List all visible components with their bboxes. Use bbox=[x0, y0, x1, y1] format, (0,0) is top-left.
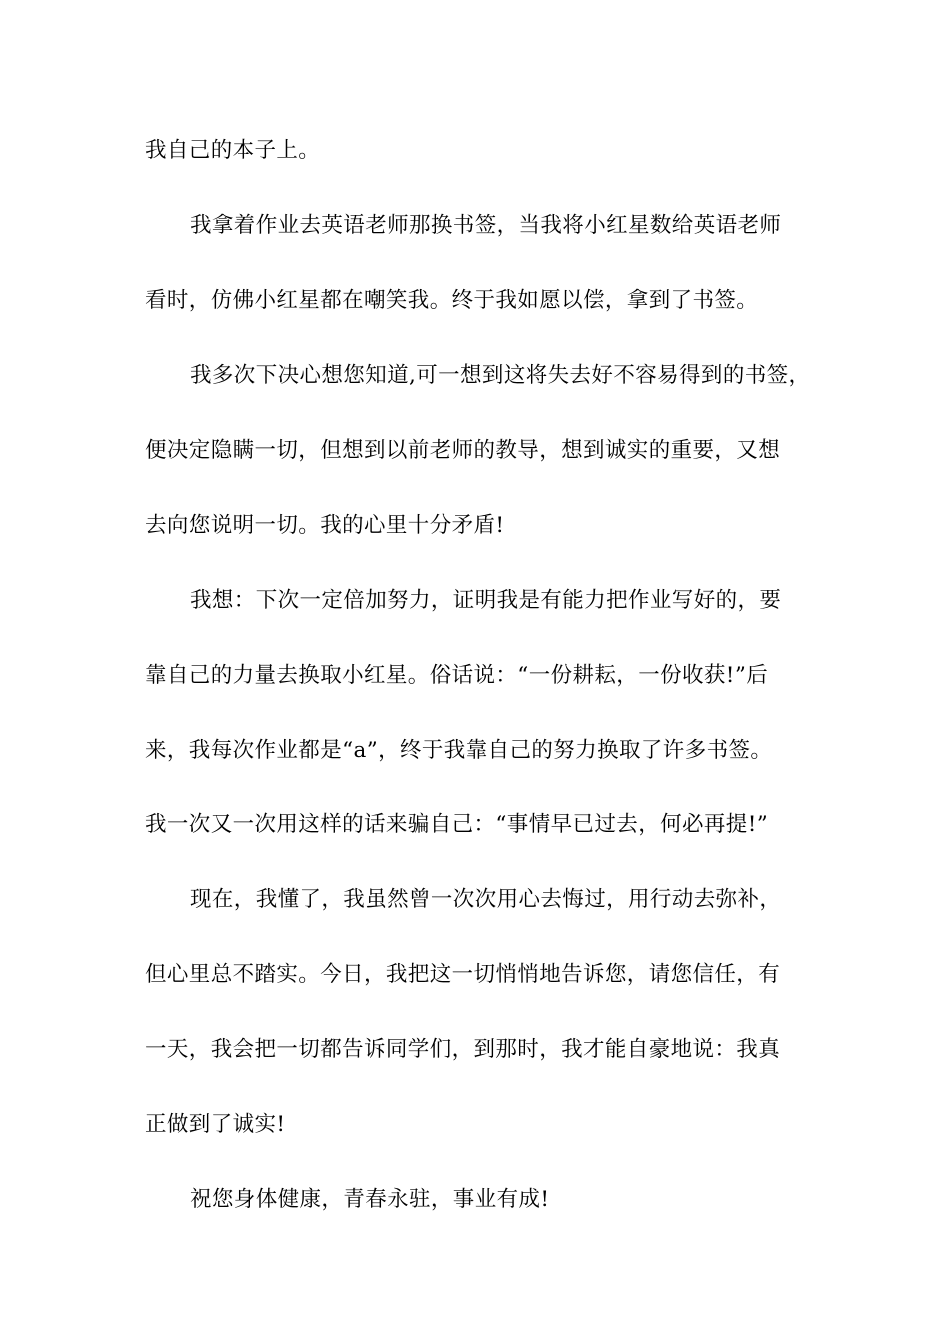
text-line: 正做到了诚实! bbox=[145, 1112, 286, 1137]
text-line: 我自己的本子上。 bbox=[145, 138, 321, 163]
text-line: 便决定隐瞒一切，但想到以前老师的教导，想到诚实的重要，又想 bbox=[145, 438, 781, 463]
text-line: 我多次下决心想您知道,可一想到这将失去好不容易得到的书签， bbox=[190, 363, 811, 388]
text-line: 但心里总不踏实。今日，我把这一切悄悄地告诉您，请您信任，有 bbox=[145, 962, 781, 987]
text-line: 看时，仿佛小红星都在嘲笑我。终于我如愿以偿，拿到了书签。 bbox=[145, 288, 759, 313]
text-line: 祝您身体健康，青春永驻，事业有成! bbox=[190, 1187, 550, 1212]
text-line: 我拿着作业去英语老师那换书签，当我将小红星数给英语老师 bbox=[190, 213, 782, 238]
text-line: 去向您说明一切。我的心里十分矛盾! bbox=[145, 513, 505, 538]
text-line: 现在，我懂了，我虽然曾一次次用心去悔过，用行动去弥补， bbox=[190, 887, 782, 912]
text-line: 一天，我会把一切都告诉同学们，到那时，我才能自豪地说：我真 bbox=[145, 1037, 781, 1062]
text-line: 靠自己的力量去换取小红星。俗话说：“一份耕耘，一份收获!”后 bbox=[145, 663, 769, 688]
text-line: 来，我每次作业都是“a”，终于我靠自己的努力换取了许多书签。 bbox=[145, 738, 773, 763]
text-line: 我想：下次一定倍加努力，证明我是有能力把作业写好的，要 bbox=[190, 588, 782, 613]
text-line: 我一次又一次用这样的话来骗自己：“事情早已过去，何必再提!” bbox=[145, 812, 769, 837]
